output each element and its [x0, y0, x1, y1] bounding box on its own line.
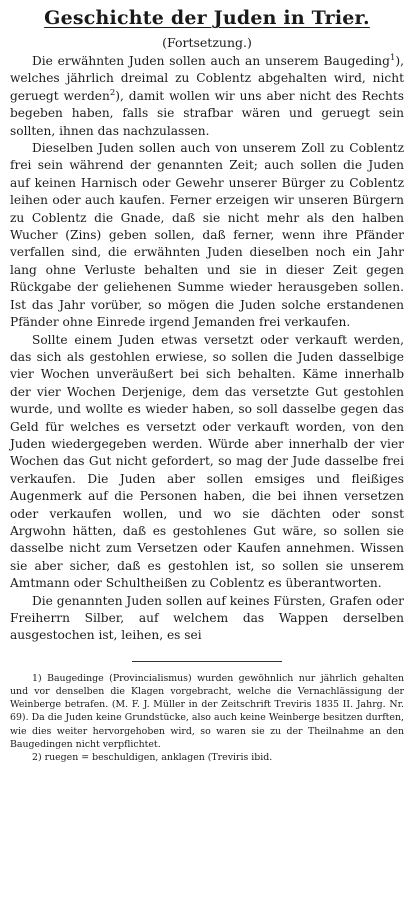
article-title: Geschichte der Juden in Trier.: [44, 7, 370, 29]
footnote-2-mark: 2): [32, 752, 42, 764]
footnote-separator: [132, 661, 282, 662]
footnote-2-text: ruegen = beschuldigen, anklagen (Treviris ibid.: [44, 752, 273, 764]
article-subtitle: (Fortsetzung.): [162, 35, 252, 50]
paragraph-1-part-a: Die erwähnten Juden sollen auch an unserem Baugeding: [32, 54, 390, 68]
paragraph-1: [10, 53, 404, 140]
paragraph-1-part-b: ), welches jährlich dreimal zu Coblentz abgehalten wird, nicht geruegt werden: [10, 54, 404, 103]
paragraph-2: Dieselben Juden sollen auch von unserem Zoll zu Coblentz frei sein während der genannten Zeit; auch sollen die Juden auf keinen Harnisch oder Gewehr unserer Bürger zu Coblentz leihen oder auch kaufen. Ferner erzeigen wir unseren Bürgern zu Coblentz die Gnade, daß sie nicht mehr als den halben Wucher (Zins) geben sollen, daß ferner, wenn ihre Pfänder verfallen sind, die erwähnten Juden dieselben noch ein Jahr lang ohne Verluste behalten und sie in dieser Zeit gegen Rückgabe der geliehenen Summe wieder herausgeben sollen. Ist das Jahr vorüber, so mögen die Juden solche erstandenen Pfänder ohne Einrede irgend Jemanden frei verkaufen.: [10, 141, 404, 330]
article-body: [10, 53, 404, 645]
footnote-ref-1: 1: [389, 52, 396, 63]
footnote-1: [10, 672, 404, 751]
footnote-1-mark: 1): [32, 672, 42, 684]
paragraph-3: Sollte einem Juden etwas versetzt oder verkauft werden, das sich als gestohlen erwiese, so sollen die Juden dasselbige vier Wochen unveräußert bei sich behalten. Käme innerhalb der vier Wochen Derjenige, dem das versetzte Gut gestohlen wurde, und wollte es wieder haben, so soll dasselbe gegen das Geld für welches es versetzt oder verkauft worden, von den Juden wiedergegeben werden. Würde aber innerhalb der vier Wochen das Gut nicht gefordert, so mag der Jude dasselbe frei verkaufen. Die Juden aber sollen emsiges und fleißiges Augenmerk auf die Personen haben, die bei ihnen versetzen oder verkaufen wollen, und wo sie dächten oder sonst Argwohn hätten, daß es gestohlenes Gut wäre, so sollen sie dasselbe nicht zum Versetzen oder Kaufen annehmen. Wissen sie aber sicher, daß es gestohlen ist, so sollen sie unserem Amtmann oder Schultheißen zu Coblentz es überantworten.: [10, 332, 404, 591]
footnotes: [10, 672, 404, 764]
footnote-1-text: Baugedinge (Provincialismus) wurden gewöhnlich nur jährlich gehalten und vor denselben die Klagen vorgebracht, welche die Vernachlässigung der Weinberge betrafen. (M. F. J. Müller in der Zeitschrift Treviris 1835 II. Jahrg. Nr. 69). Da die Juden keine Grundstücke, also auch keine Weinberge besitzen durften, wie dies weiter hervorgehoben wird, so waren sie zu der Theilnahme an den Baugedingen nicht verpflichtet.: [10, 672, 404, 750]
paragraph-1-part-c: ), damit wollen wir uns aber nicht des Rechts begeben haben, falls sie strafbar wären und geruegt sein sollten, ihnen das nachzulassen.: [10, 88, 405, 138]
footnote-2: [10, 751, 404, 764]
footnote-ref-2: 2: [109, 87, 116, 98]
paragraph-4: Die genannten Juden sollen auf keines Fürsten, Grafen oder Freiherrn Silber, auf welchem das Wappen derselben ausgestochen ist, leihen, es sei: [10, 593, 404, 643]
